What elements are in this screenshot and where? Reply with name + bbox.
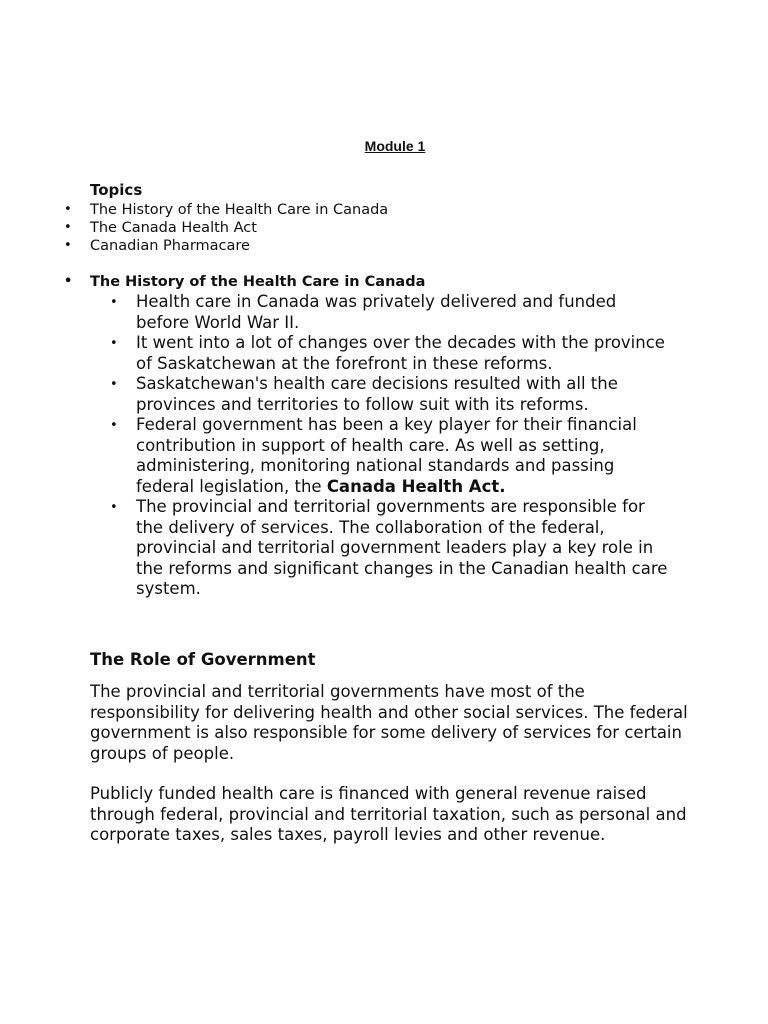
role-paragraph: The provincial and territorial governments have most of the responsibility for delivering health and other social services. The federal government is also responsible for some delivery of services for certain groups of people. xyxy=(90,682,688,763)
list-item xyxy=(64,201,388,219)
topic-label: Canadian Pharmacare xyxy=(90,238,250,254)
topics-heading: Topics xyxy=(90,181,143,199)
bullet-icon: • xyxy=(64,202,72,217)
history-heading-text: The History of the Health Care in Canada xyxy=(90,274,426,290)
history-item-text: Health care in Canada was privately delivered and funded before World War II. xyxy=(136,292,617,332)
bullet-icon: • xyxy=(64,274,73,289)
bullet-icon: • xyxy=(64,220,72,235)
topics-list xyxy=(64,201,388,255)
history-item-text: Federal government has been a key player for their financial contribution in support of health care. As well as setting, administering, monitoring national standards and passing federal legislation, the xyxy=(136,415,637,496)
topic-label: The History of the Health Care in Canada xyxy=(90,202,389,218)
topic-label: The Canada Health Act xyxy=(90,220,257,236)
role-of-government-heading: The Role of Government xyxy=(90,650,316,669)
bullet-icon: • xyxy=(110,418,118,433)
history-item-text: Saskatchewan's health care decisions resulted with all the provinces and territories to follow suit with its reforms. xyxy=(136,374,618,414)
bullet-icon: • xyxy=(110,377,118,392)
list-item xyxy=(64,237,388,255)
list-item xyxy=(110,497,670,600)
canada-health-act-emphasis: Canada Health Act. xyxy=(326,476,506,496)
list-item xyxy=(64,219,388,237)
bullet-icon: • xyxy=(110,295,118,310)
module-title: Module 1 xyxy=(364,138,426,154)
history-item-text: The provincial and territorial governments are responsible for the delivery of services. The collaboration of the federal, provincial and territorial government leaders play a key role in the reforms and significant changes in the Canadian health care system. xyxy=(136,497,668,598)
list-item xyxy=(110,415,670,497)
history-section xyxy=(64,272,704,600)
history-list xyxy=(110,292,670,600)
funding-paragraph: Publicly funded health care is financed with general revenue raised through federal, provincial and territorial taxation, such as personal and corporate taxes, sales taxes, payroll levies and other revenue. xyxy=(90,784,687,844)
history-heading xyxy=(64,272,704,292)
bullet-icon: • xyxy=(110,500,118,515)
history-item-text: It went into a lot of changes over the decades with the province of Saskatchewan at the forefront in these reforms. xyxy=(136,333,665,373)
bullet-icon: • xyxy=(110,336,118,351)
list-item xyxy=(110,292,670,333)
bullet-icon: • xyxy=(64,238,72,253)
list-item xyxy=(110,333,670,374)
list-item xyxy=(110,374,670,415)
